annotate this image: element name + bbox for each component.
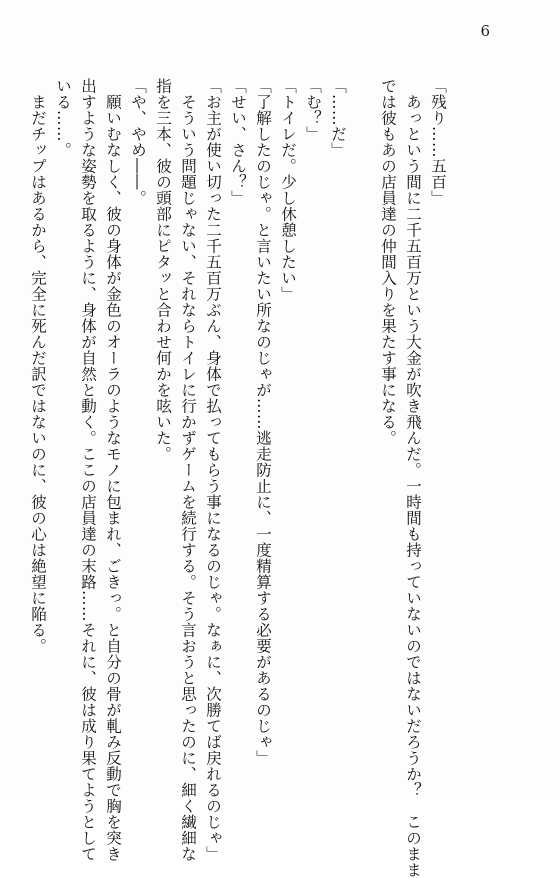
text-line: まだチップはあるから、完全に死んだ訳ではないのに、彼の心は絶望に陥る。 [29, 78, 47, 654]
text-line: 「……だ」 [329, 78, 347, 158]
text-line: では彼もあの店員達の仲間入りを果たす事になる。 [379, 78, 397, 446]
text-line: あっという間に二千五百万という大金が吹き飛んだ。一時間も持っていないのではないだろうか？ このまま [404, 78, 422, 878]
blank-line [350, 78, 375, 778]
page-number: 6 [480, 22, 490, 40]
text-line: 願いむなしく、彼の身体が金色のオーラのようなモノに包まれ、ごきっ。と自分の骨が軋み反動で胸を突き [104, 78, 122, 862]
text-line: いる……。 [54, 78, 72, 158]
vertical-text-block [29, 78, 450, 878]
text-line: 「せい、さん？」 [229, 78, 247, 206]
text-line: 「残り……五百」 [429, 78, 447, 206]
text-line: 「お主が使い切った二千五百万ぶん、身体で払ってもらう事になるのじゃ。なぁに、次勝てば戻れるのじゃ」 [204, 78, 222, 862]
text-line: 「や、やめ――。 [129, 78, 147, 206]
text-line: そういう問題じゃない、それならトイレに行かずゲームを続行する。そう言おうと思ったのに、細く繊細な [179, 78, 197, 862]
text-line: 出すような姿勢を取るように、身体が自然と動く。ここの店員達の末路……それに、彼は成り果てようとして [79, 78, 97, 862]
text-line: 「む？」 [304, 78, 322, 142]
text-line: 「トイレだ。少し休憩したい」 [279, 78, 297, 302]
text-line: 「了解したのじゃ。と言いたい所なのじゃが……逃走防止に、一度精算する必要があるのじゃ」 [254, 78, 272, 766]
text-line: 指を三本、彼の頭部にピタッと合わせ何かを呟いた。 [154, 78, 172, 462]
